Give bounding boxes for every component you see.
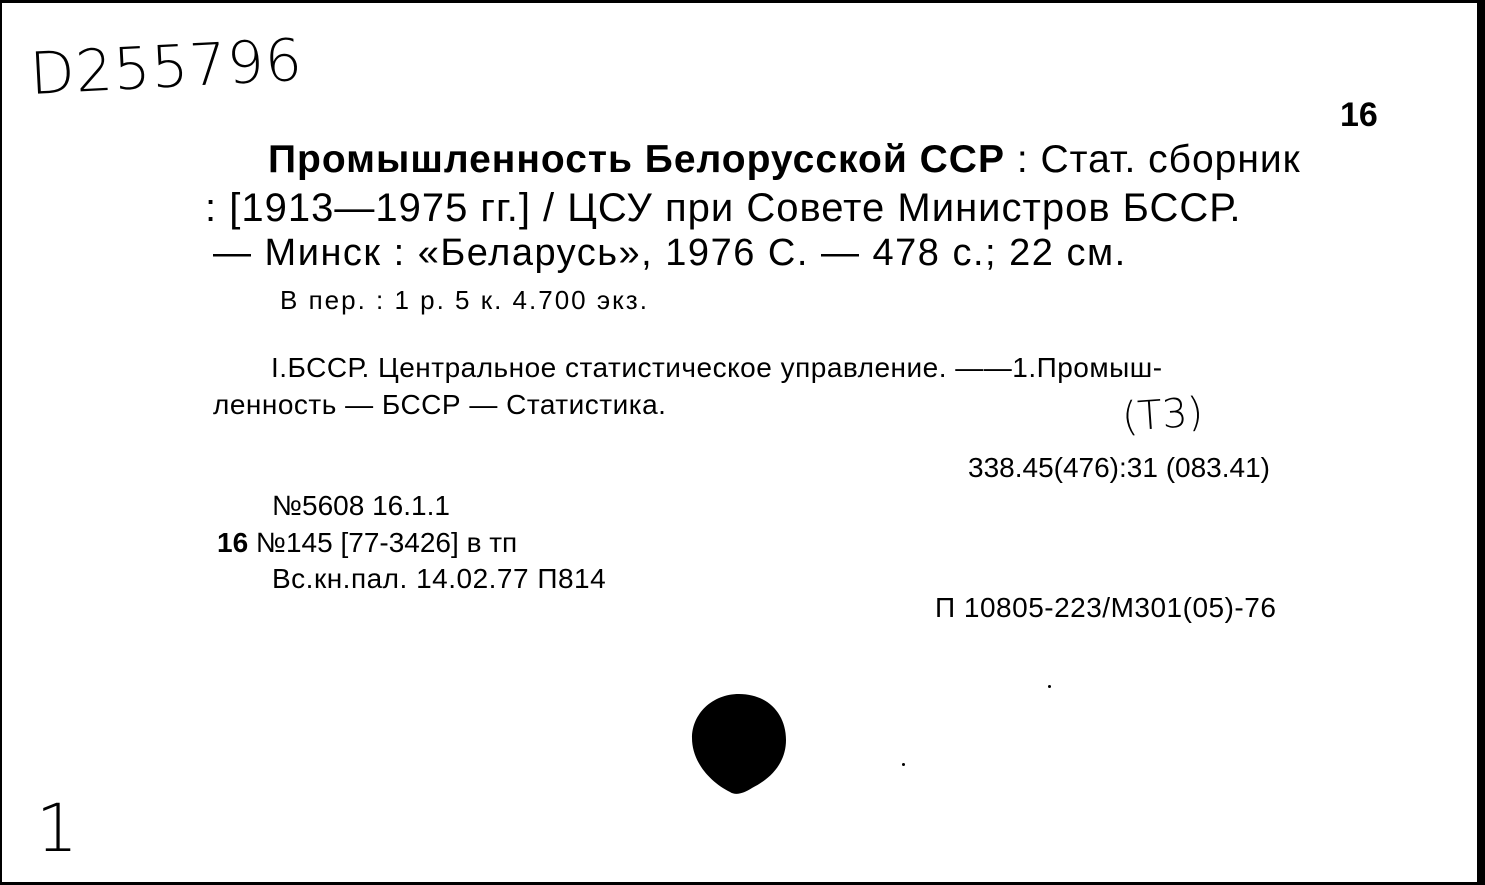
inventory-number: D255796: [28, 25, 305, 108]
meta-line-3: Вс.кн.пал. 14.02.77 П814: [272, 563, 607, 594]
subjects-line-2: ленность — БССР — Статистика.: [213, 389, 667, 420]
speck: [902, 763, 905, 766]
title-bold: Промышленность Белорусской ССР: [268, 138, 1005, 181]
card-number-top: 16: [1340, 96, 1378, 134]
handwritten-number: 1: [36, 790, 78, 867]
meta-line-1: №5608 16.1.1: [272, 490, 450, 521]
udc-classification: 338.45(476):31 (083.41): [968, 452, 1270, 483]
meta-card-number: 16: [217, 527, 249, 558]
card-edge-left: [0, 0, 2, 885]
handwritten-mark: (T3): [1120, 389, 1205, 441]
meta-line-2-rest: №145 [77-3426] в тп: [248, 527, 518, 558]
card-edge-right: [1477, 0, 1485, 885]
price-line: В пер. : 1 р. 5 к. 4.700 экз.: [280, 285, 649, 315]
subjects-line-1: I.БССР. Центральное статистическое управление. ——1.Промыш-: [271, 352, 1163, 383]
speck: [1048, 685, 1051, 688]
meta-line-2: [217, 527, 517, 559]
title-line: [268, 138, 1301, 182]
publication-line: — Минск : «Беларусь», 1976 С. — 478 с.; 22 см.: [213, 232, 1127, 274]
card-edge-top: [0, 0, 1485, 3]
catalog-code: П 10805-223/М301(05)-76: [935, 592, 1277, 623]
punch-hole: [690, 692, 788, 796]
title-line-2: : [1913—1975 гг.] / ЦСУ при Совете Министров БССР.: [205, 186, 1242, 230]
title-rest: : Стат. сборник: [1005, 138, 1301, 181]
